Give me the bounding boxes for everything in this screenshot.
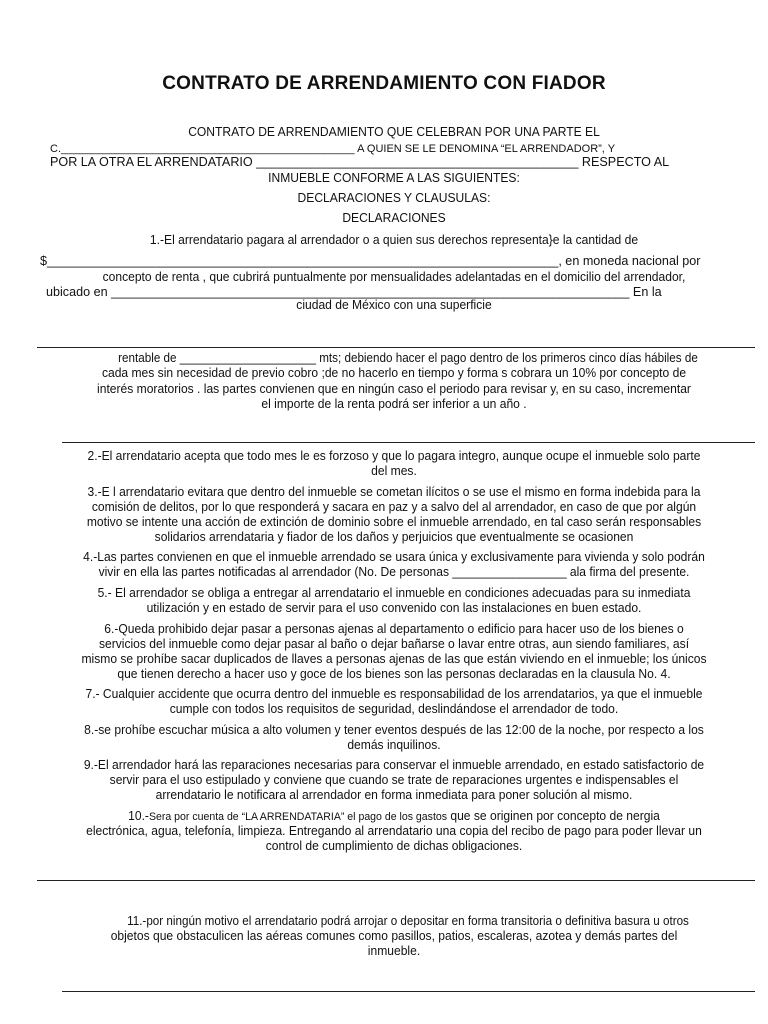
clause-1-line-2: $_________________________________________________________________________, en moneda nacional por bbox=[40, 254, 701, 268]
divider-line bbox=[37, 880, 755, 881]
clause-6-line-3: mismo se prohíbe sacar duplicados de llaves a personas ajenas de las que están viviendo en el inmueble; los únicos bbox=[81, 652, 707, 666]
declaraciones-heading: DECLARACIONES bbox=[342, 211, 446, 225]
clause-4-line-2: vivir en ella las partes notificadas al arrendador (No. De personas _________________ ala firma del presente. bbox=[98, 565, 690, 579]
clause-2-line-1: 2.-El arrendatario acepta que todo mes le es forzoso y que lo pagara integro, aunque ocupe el inmueble solo parte bbox=[87, 449, 701, 463]
arrendatario-name-blank: POR LA OTRA EL ARRENDATARIO ______________________________________________ bbox=[50, 155, 579, 169]
arrendador-name-blank: C.________________________________________________ bbox=[50, 143, 355, 155]
document-title: CONTRATO DE ARRENDAMIENTO CON FIADOR bbox=[162, 73, 606, 94]
clause-1-line-7: cada mes sin necesidad de previo cobro ;de no hacerlo en tiempo y forma s cobrara un 10% por concepto de bbox=[101, 366, 687, 380]
rent-amount-blank: $_________________________________________________________________________ bbox=[40, 254, 559, 268]
clause-10-line-2: electrónica, agua, telefonía, limpieza. Entregando al arrendatario una copia del recibo de pago para poder llevar un bbox=[86, 824, 702, 838]
clause-1-line-4: ubicado en __________________________________________________________________________ En la bbox=[46, 285, 662, 299]
clause-8-line-1: 8.-se prohíbe escuchar música a alto volumen y tener eventos después de las 12:00 de la noche, por respecto a los bbox=[84, 723, 704, 737]
intro-line-1: CONTRATO DE ARRENDAMIENTO QUE CELEBRAN POR UNA PARTE EL bbox=[188, 125, 600, 139]
clause-5-line-2: utilización y en estado de servir para el uso convenido con las instalaciones en buen estado. bbox=[146, 601, 642, 615]
clause-6-line-2: servicios del inmueble como dejar pasar al baño o dejar bañarse o lavar entre otras, aun siendo familiares, así bbox=[98, 637, 690, 651]
clause-7-line-2: cumple con todos los requisitos de seguridad, deslindándose el arrendador de todo. bbox=[169, 702, 619, 716]
intro-line-4: INMUEBLE CONFORME A LAS SIGUIENTES: bbox=[268, 171, 520, 185]
clause-10-line-1: 10.-Sera por cuenta de “LA ARRENDATARIA” el pago de los gastos que se originen por concepto de nergia bbox=[128, 809, 660, 823]
clause-1-line-3: concepto de renta , que cubrirá puntualmente por mensualidades adelantadas en el domicilio del arrendador, bbox=[102, 270, 686, 284]
clause-11-line-2: objetos que obstaculicen las aéreas comunes como pasillos, patios, escaleras, azotea y demás partes del bbox=[110, 929, 678, 943]
clause-3-line-1: 3.-E l arrendatario evitara que dentro del inmueble se cometan ilícitos o se use el mismo en forma indebida para la bbox=[87, 485, 701, 499]
clause-5-line-1: 5.- El arrendador se obliga a entregar al arrendatario el inmueble en condiciones adecuadas para su inmediata bbox=[97, 586, 691, 600]
clause-3-line-2: comisión de delitos, por lo que responderá y sacara en paz y a salvo del al arrendador, en caso de que por algún bbox=[91, 500, 697, 514]
clause-1-line-9: el importe de la renta podrá ser inferior a un año . bbox=[261, 397, 527, 411]
clause-7-line-1: 7.- Cualquier accidente que ocurra dentro del inmueble es responsabilidad de los arrendatarios, ya que el inmueble bbox=[85, 687, 703, 701]
clause-1-line-5: ciudad de México con una superficie bbox=[296, 298, 492, 312]
clause-9-line-2: servir para el uso estipulado y conviene que cuando se trate de reparaciones urgentes e indispensables el bbox=[109, 773, 679, 787]
clause-11-line-1: 11.-por ningún motivo el arrendatario podrá arrojar o depositar en forma transitoria o definitiva basura u otros bbox=[127, 914, 689, 928]
clause-4-line-1: 4.-Las partes convienen en que el inmueble arrendado se usara única y exclusivamente para vivienda y solo podrán bbox=[83, 550, 705, 564]
respecto-label: RESPECTO AL bbox=[578, 155, 670, 169]
clause-1-line-1: 1.-El arrendatario pagara al arrendador o a quien sus derechos representa}e la cantidad de bbox=[149, 233, 639, 247]
divider-line bbox=[37, 347, 755, 348]
clause-2-line-2: del mes. bbox=[371, 464, 417, 478]
clause-1-line-8: interés moratorios . las partes convienen que en ningún caso el periodo para revisar y, en su caso, incrementar bbox=[97, 382, 691, 396]
intro-line-3 bbox=[50, 155, 669, 171]
divider-line bbox=[62, 442, 755, 443]
clause-9-line-3: arrendatario le notificara al arrendador en forma inmediata para poner solución al mismo. bbox=[155, 788, 633, 802]
arrendataria-gastos-text: Sera por cuenta de “LA ARRENDATARIA” el pago de los gastos bbox=[148, 811, 448, 823]
clause-11-line-3: inmueble. bbox=[367, 944, 421, 958]
clause-3-line-4: solidarios arrendataria y fiador de los daños y perjuicios que eventualmente se ocasionen bbox=[154, 530, 634, 544]
address-blank: ubicado en __________________________________________________________________________ bbox=[46, 285, 630, 299]
divider-line bbox=[62, 991, 755, 992]
arrendador-label: A QUIEN SE LE DENOMINA “EL ARRENDADOR”, Y bbox=[354, 143, 616, 155]
declaraciones-clausulas-heading: DECLARACIONES Y CLAUSULAS: bbox=[297, 191, 491, 205]
clause-1-line-6: rentable de _____________________ mts; debiendo hacer el pago dentro de los primeros cinco días hábiles de bbox=[118, 351, 698, 365]
clause-6-line-1: 6.-Queda prohibido dejar pasar a personas ajenas al departamento o edificio para hacer uso de los bienes o bbox=[104, 622, 684, 636]
clause-9-line-1: 9.-El arrendador hará las reparaciones necesarias para conservar el inmueble arrendado, en estado satisfactorio de bbox=[83, 758, 705, 772]
clause-10-line-3: control de cumplimiento de dichas obligaciones. bbox=[265, 839, 523, 853]
clause-8-line-2: demás inquilinos. bbox=[347, 738, 441, 752]
clause-6-line-4: que tienen derecho a hacer uso y goce de los bienes son las personas declaradas en la clausula No. 4. bbox=[117, 667, 671, 681]
clause-3-line-3: motivo se intente una acción de extinción de dominio sobre el inmueble arrendado, en tal caso serán responsables bbox=[86, 515, 702, 529]
